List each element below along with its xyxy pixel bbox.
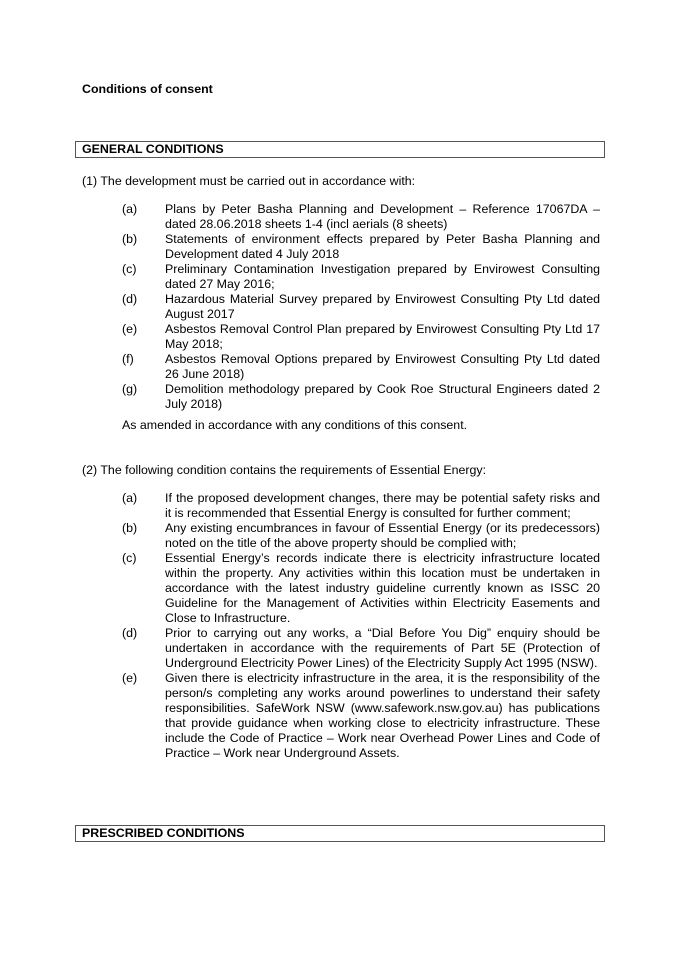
item-label: (d) bbox=[122, 626, 138, 640]
condition-1-list bbox=[122, 202, 600, 412]
condition-1-closing: As amended in accordance with any conditions of this consent. bbox=[122, 418, 468, 432]
condition-1-intro: (1) The development must be carried out in accordance with: bbox=[82, 174, 416, 188]
condition-2-list bbox=[122, 491, 600, 761]
item-text: Any existing encumbrances in favour of Essential Energy (or its predecessors) noted on the title of the above property should be complied with; bbox=[165, 521, 600, 550]
general-conditions-heading: GENERAL CONDITIONS bbox=[75, 141, 605, 158]
item-text: Prior to carrying out any works, a “Dial Before You Dig” enquiry should be undertaken in accordance with the requirements of Part 5E (Protection of Underground Electricity Power Lines) of the Electricity Supply Act 1995 (NSW). bbox=[165, 626, 600, 670]
list-item bbox=[122, 262, 600, 292]
list-item bbox=[122, 491, 600, 521]
list-item bbox=[122, 521, 600, 551]
item-label: (e) bbox=[122, 322, 138, 336]
condition-2-intro: (2) The following condition contains the requirements of Essential Energy: bbox=[82, 463, 487, 477]
item-label: (c) bbox=[122, 551, 137, 565]
item-label: (b) bbox=[122, 521, 138, 535]
item-text: If the proposed development changes, there may be potential safety risks and it is recommended that Essential Energy is consulted for further comment; bbox=[165, 491, 600, 520]
item-text: Hazardous Material Survey prepared by Envirowest Consulting Pty Ltd dated August 2017 bbox=[165, 292, 600, 321]
item-text: Essential Energy’s records indicate there is electricity infrastructure located within the property. Any activities within this location must be undertaken in accordance with the latest industry guideline currently known as ISSC 20 Guideline for the Management of Activities within Electricity Easements and Close to Infrastructure. bbox=[165, 551, 600, 625]
list-item bbox=[122, 202, 600, 232]
item-label: (f) bbox=[122, 352, 134, 366]
item-text: Given there is electricity infrastructure in the area, it is the responsibility of the person/s completing any works around powerlines to understand their safety responsibilities. SafeWork NSW (www.safework.nsw.gov.au) has publications that provide guidance when working close to electricity infrastructure. These include the Code of Practice – Work near Overhead Power Lines and Code of Practice – Work near Underground Assets. bbox=[165, 671, 600, 760]
item-label: (d) bbox=[122, 292, 138, 306]
item-label: (g) bbox=[122, 382, 138, 396]
prescribed-conditions-heading: PRESCRIBED CONDITIONS bbox=[75, 825, 605, 842]
item-label: (b) bbox=[122, 232, 138, 246]
item-label: (a) bbox=[122, 202, 138, 216]
list-item bbox=[122, 382, 600, 412]
page-title: Conditions of consent bbox=[82, 82, 213, 96]
list-item bbox=[122, 292, 600, 322]
list-item bbox=[122, 352, 600, 382]
item-text: Plans by Peter Basha Planning and Development – Reference 17067DA – dated 28.06.2018 sheets 1-4 (incl aerials (8 sheets) bbox=[165, 202, 600, 231]
list-item bbox=[122, 551, 600, 626]
item-text: Preliminary Contamination Investigation prepared by Envirowest Consulting dated 27 May 2016; bbox=[165, 262, 600, 291]
item-label: (c) bbox=[122, 262, 137, 276]
item-text: Demolition methodology prepared by Cook Roe Structural Engineers dated 2 July 2018) bbox=[165, 382, 600, 411]
list-item bbox=[122, 322, 600, 352]
list-item bbox=[122, 626, 600, 671]
list-item bbox=[122, 671, 600, 761]
item-text: Asbestos Removal Control Plan prepared by Envirowest Consulting Pty Ltd 17 May 2018; bbox=[165, 322, 600, 351]
item-label: (e) bbox=[122, 671, 138, 685]
item-text: Asbestos Removal Options prepared by Envirowest Consulting Pty Ltd dated 26 June 2018) bbox=[165, 352, 600, 381]
item-label: (a) bbox=[122, 491, 138, 505]
list-item bbox=[122, 232, 600, 262]
item-text: Statements of environment effects prepared by Peter Basha Planning and Development dated 4 July 2018 bbox=[165, 232, 600, 261]
